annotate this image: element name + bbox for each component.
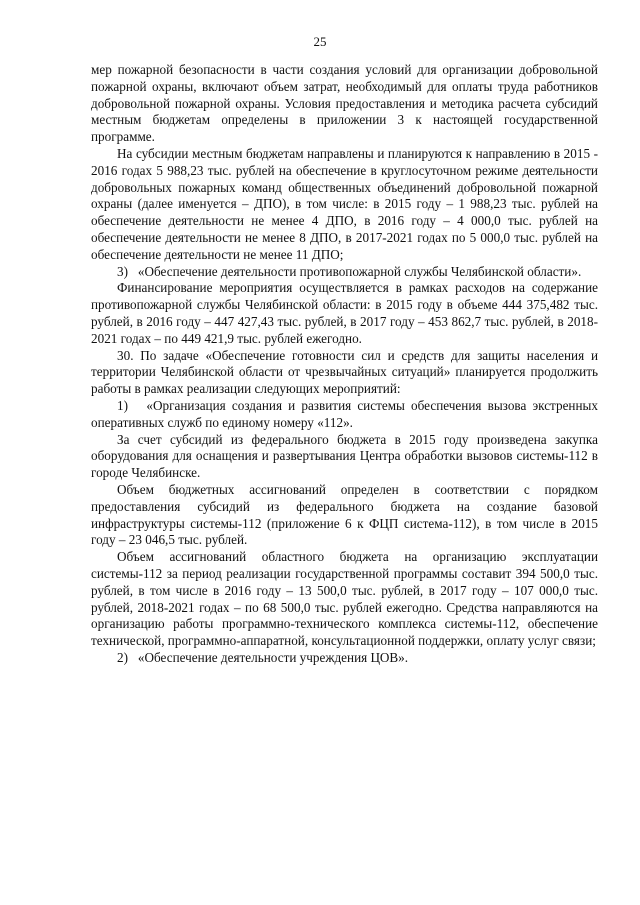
paragraph: На субсидии местным бюджетам направлены и планируются к направлению в 2015 - 2016 годах 5 988,23 тыс. рублей на обеспечение в круглосуточном режиме деятельности добровольных пожарных команд общественных объединений добровольной пожарной охраны (далее именуется – ДПО), в том числе: в 2015 году – 1 988,23 тыс. рублей на обеспечение деятельности не менее 4 ДПО, в 2016 году – 4 000,0 тыс. рублей на обеспечение деятельности не менее 8 ДПО, в 2017-2021 годах по 5 000,0 тыс. рублей на обеспечение деятельности не менее 11 ДПО; [91, 145, 602, 262]
page-number: 25 [313, 34, 327, 49]
paragraph: Объем ассигнований областного бюджета на организацию эксплуатации системы-112 за период реализации государственной программы составит 394 500,0 тыс. рублей, в том числе в 2016 году – 13 500,0 тыс. рублей, в 2017 году – 107 000,0 тыс. рублей, 2018-2021 годах – по 68 500,0 тыс. рублей ежегодно. Средства направляются на организацию работы программно-технического комплекса системы-112, обеспечение технической, программно-аппаратной, консультационной поддержки, оплату услуг связи; [91, 549, 602, 649]
paragraph: мер пожарной безопасности в части создания условий для организации добровольной пожарной охраны, включают объем затрат, необходимый для оплаты труда работников добровольной пожарной охраны. Условия предоставления и методика расчета субсидий местным бюджетам определены в приложении 3 к настоящей государственной программе. [91, 62, 602, 145]
paragraph: Финансирование мероприятия осуществляется в рамках расходов на содержание противопожарной службы Челябинской области: в 2015 году в объеме 444 375,482 тыс. рублей, в 2016 году – 447 427,43 тыс. рублей, в 2017 году – 453 862,7 тыс. рублей, в 2018-2021 годах – по 449 421,9 тыс. рублей ежегодно. [91, 280, 602, 346]
paragraph: 30. По задаче «Обеспечение готовности сил и средств для защиты населения и территории Челябинской области от чрезвычайных ситуаций» планируется продолжить работы в рамках реализации следующих мероприятий: [91, 347, 602, 397]
paragraph: За счет субсидий из федерального бюджета в 2015 году произведена закупка оборудования для оснащения и развертывания Центра обработки вызовов системы-112 в городе Челябинске. [91, 431, 602, 481]
body-text [91, 62, 602, 667]
paragraph: 2) «Обеспечение деятельности учреждения ЦОВ». [117, 649, 409, 665]
paragraph: 3) «Обеспечение деятельности противопожарной службы Челябинской области». [117, 263, 582, 279]
paragraph: 1) «Организация создания и развития системы обеспечения вызова экстренных оперативных служб по единому номеру «112». [91, 397, 602, 430]
paragraph: Объем бюджетных ассигнований определен в соответствии с порядком предоставления субсидий из федерального бюджета на создание базовой инфраструктуры системы-112 (приложение 6 к ФЦП система-112), в том числе в 2015 году – 23 046,5 тыс. рублей. [91, 481, 602, 548]
